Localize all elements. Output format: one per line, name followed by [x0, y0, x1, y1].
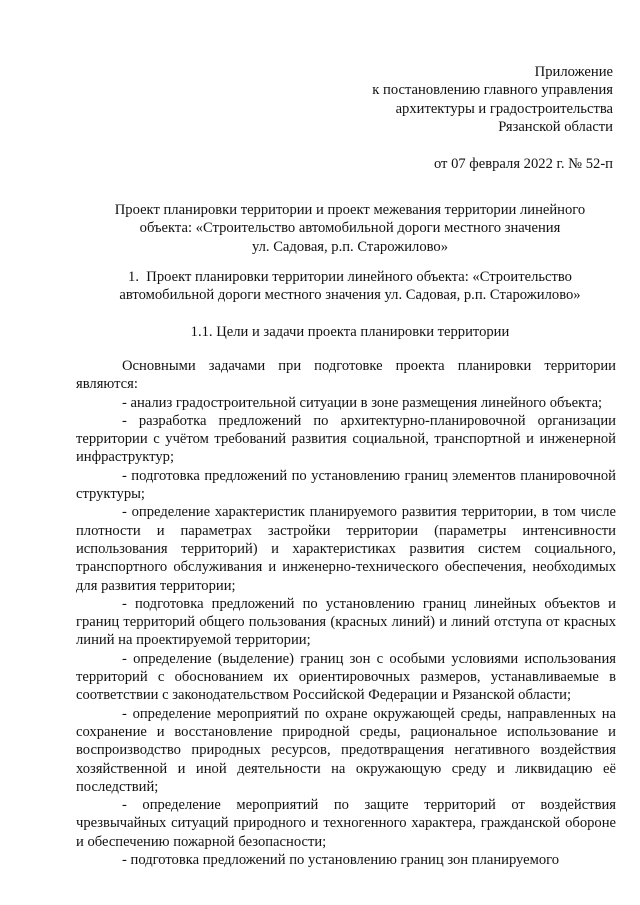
- paragraph-intro: Основными задачами при подготовке проекта планировки территории являются:: [76, 358, 616, 393]
- approval-line-2: к постановлению главного управления: [372, 82, 613, 99]
- paragraph-item: - определение (выделение) границ зон с особыми условиями использования территорий с обоснованием их ориентировочных размеров, устанавливаемые в соответствии с законодательством Российской Федерации и Рязанской области;: [76, 650, 616, 704]
- body-text: [76, 357, 616, 869]
- approval-block: [372, 63, 613, 173]
- paragraph-item: - определение характеристик планируемого развития территории, в том числе плотности и параметрах застройки территории (параметры интенсивности использования территорий) и характеристиках развития систем социального, транспортного обслуживания и инженерно-технического обеспечения, необходимых для развития территории;: [76, 504, 616, 594]
- paragraph-item: - подготовка предложений по установлению границ элементов планировочной структуры;: [76, 467, 616, 503]
- document-title-line-3: ул. Садовая, р.п. Старожилово»: [251, 238, 449, 255]
- document-title-line-1: Проект планировки территории и проект межевания территории линейного: [114, 202, 586, 218]
- paragraph-item: - анализ градостроительной ситуации в зоне размещения линейного объекта;: [122, 394, 603, 411]
- paragraph-item: - подготовка предложений по установлению границ линейных объектов и границ территорий общего пользования (красных линий) и линий отступа от красных линий на проектируемой территории;: [76, 595, 616, 649]
- section-title: [60, 268, 640, 305]
- approval-line-3: архитектуры и градостроительства: [395, 100, 613, 117]
- paragraph-item: - подготовка предложений по установлению границ зон планируемого: [122, 852, 560, 869]
- section-title-line-2: автомобильной дороги местного значения ул. Садовая, р.п. Старожилово»: [119, 287, 581, 304]
- section-title-line-1: 1. Проект планировки территории линейного объекта: «Строительство: [128, 269, 572, 285]
- paragraph-item: - разработка предложений по архитектурно-планировочной организации территории с учётом требований развития социальной, транспортной и инженерной инфраструктур;: [76, 412, 616, 466]
- document-title-line-2: объекта: «Строительство автомобильной дороги местного значения: [139, 220, 561, 237]
- document-title: [60, 201, 640, 256]
- approval-line-1: Приложение: [534, 64, 613, 80]
- approval-line-4: Рязанской области: [498, 118, 613, 135]
- approval-date: от 07 февраля 2022 г. № 52-п: [433, 156, 613, 173]
- paragraph-item: - определение мероприятий по защите территорий от воздействия чрезвычайных ситуаций природного и техногенного характера, гражданской обороне и обеспечению пожарной безопасности;: [76, 797, 616, 850]
- subsection-title: 1.1. Цели и задачи проекта планировки территории: [190, 324, 510, 340]
- paragraph-item: - определение мероприятий по охране окружающей среды, направленных на сохранение и восстановление природной среды, рациональное использование и воспроизводство природных ресурсов, предотвращения негативного воздействия хозяйственной и иной деятельности на окружающую среду и ликвидацию её последствий;: [76, 705, 616, 795]
